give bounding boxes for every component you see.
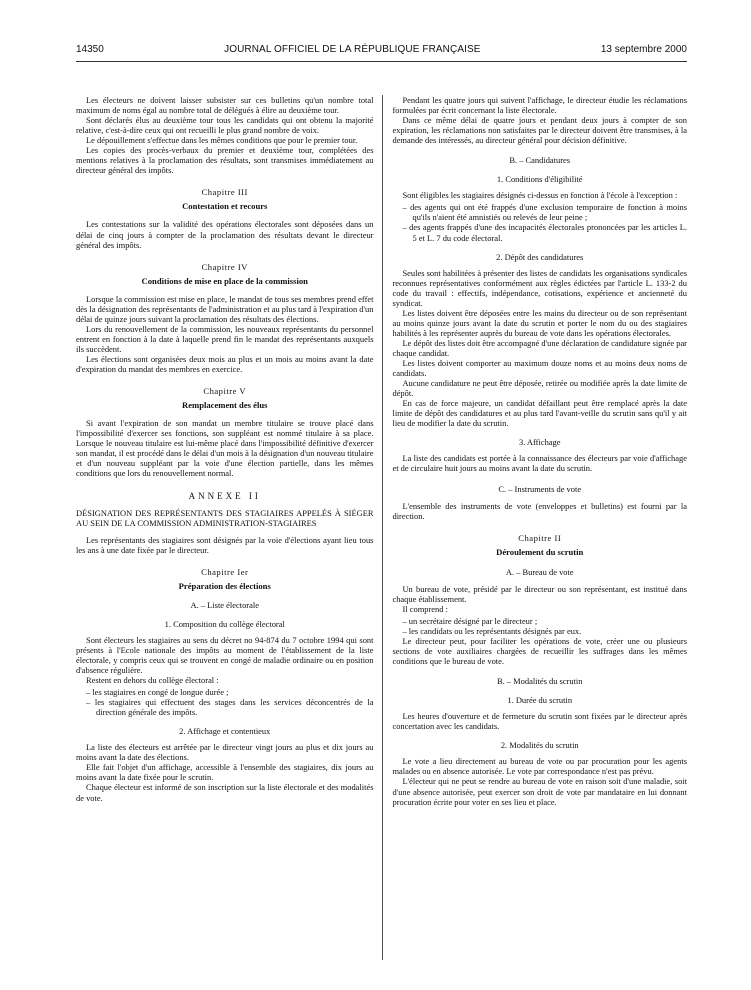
journal-title: JOURNAL OFFICIEL DE LA RÉPUBLIQUE FRANÇAISE	[224, 44, 481, 55]
paragraph: Les listes doivent être déposées entre les mains du directeur ou de son représentant au moins quinze jours avant la date du scrutin et porter le nom du ou des stagiaires habilités à les représenter auprès du bureau de vote dans les opérations électorales.	[392, 307, 687, 338]
subsection-heading: 1. Conditions d'éligibilité	[496, 174, 583, 185]
chapter-title: Conditions de mise en place de la commission	[141, 275, 308, 286]
paragraph: Les élections sont organisées deux mois au plus et un mois au moins avant la date d'expiration du mandat des membres en exercice.	[76, 353, 374, 375]
paragraph: L'électeur qui ne peut se rendre au bureau de vote en raison soit d'une maladie, soit d'une absence autorisée, peut exercer son droit de vote par mandataire en lui donnant procuration écrite pour voter en ses lieu et place.	[392, 776, 687, 807]
paragraph: Sont éligibles les stagiaires désignés ci-dessus en fonction à l'école à l'exception :	[402, 190, 678, 201]
list-item: – des agents frappés d'une des incapacités électorales prononcées par les articles L. 5 et L. 7 du code électoral.	[392, 222, 687, 242]
chapter-title: Déroulement du scrutin	[496, 546, 584, 557]
paragraph: Restent en dehors du collège électoral :	[86, 675, 219, 686]
subsection-heading: 3. Affichage	[518, 437, 561, 448]
paragraph: Le dépôt des listes doit être accompagné d'une déclaration de candidature signée par chaque candidat.	[392, 337, 687, 358]
paragraph: Les listes doivent comporter au maximum douze noms et au moins deux noms de candidats.	[392, 358, 687, 379]
text-columns	[76, 95, 687, 960]
exception-list	[392, 202, 687, 242]
section-heading: B. – Candidatures	[509, 155, 571, 166]
annex-heading: ANNEXE II	[188, 491, 261, 502]
paragraph: Les heures d'ouverture et de fermeture du scrutin sont fixées par le directeur après concertation avec les candidats.	[392, 711, 687, 732]
paragraph: Elle fait l'objet d'un affichage, accessible à l'ensemble des stagiaires, dix jours au moins avant la date fixée pour le scrutin.	[76, 762, 374, 783]
subsection-heading: 2. Modalités du scrutin	[500, 740, 579, 751]
subsection-heading: 2. Dépôt des candidatures	[496, 251, 584, 262]
paragraph: Aucune candidature ne peut être déposée, retirée ou modifiée après la date limite de dépôt.	[392, 378, 687, 399]
chapter-heading: Chapitre II	[518, 532, 562, 543]
column-divider	[382, 95, 383, 960]
paragraph: Le directeur peut, pour faciliter les opérations de vote, créer une ou plusieurs sections de vote auxiliaires chargées de recueillir les suffrages dans les mêmes conditions que le bureau de vote.	[392, 636, 687, 667]
paragraph: Sont déclarés élus au deuxième tour tous les candidats qui ont obtenu la majorité relative, c'est-à-dire ceux qui ont recueilli le plus grand nombre de voix.	[76, 115, 374, 136]
chapter-title: Contestation et recours	[182, 201, 268, 212]
subsection-heading: 2. Affichage et contentieux	[179, 726, 271, 737]
paragraph: L'ensemble des instruments de vote (enveloppes et bulletins) est fourni par la direction.	[392, 500, 687, 521]
paragraph: Chaque électeur est informé de son inscription sur la liste électorale et des modalités de vote.	[76, 782, 374, 803]
paragraph: Les copies des procès-verbaux du premier et deuxième tour, complétées des mentions relatives à la proclamation des résultats, sont transmises immédiatement au directeur général des impôts.	[76, 145, 374, 176]
chapter-title: Préparation des élections	[178, 580, 271, 591]
right-column	[392, 95, 687, 960]
chapter-heading: Chapitre V	[203, 386, 247, 397]
paragraph: Les contestations sur la validité des opérations électorales sont déposées dans un délai de cinq jours à compter de la proclamation des résultats devant le directeur général des impôts.	[76, 219, 374, 250]
paragraph: Le dépouillement s'effectue dans les mêmes conditions que pour le premier tour.	[86, 135, 358, 146]
composition-list	[392, 616, 687, 636]
paragraph: Lorsque la commission est mise en place, le mandat de tous ses membres prend effet dès la désignation des représentants de l'administration et au plus tard à l'expiration d'un délai de quinze jours suivant la proclamation des résultats des élections.	[76, 293, 374, 324]
subsection-heading: 1. Composition du collège électoral	[164, 618, 285, 629]
paragraph: La liste des électeurs est arrêtée par le directeur vingt jours au plus et dix jours au moins avant la date des élections.	[76, 742, 374, 763]
annex-designation: DÉSIGNATION DES REPRÉSENTANTS DES STAGIAIRES APPELÉS À SIÉGER AU SEIN DE LA COMMISSION ADMINISTRATION-STAGIAIRES	[76, 507, 374, 528]
paragraph: Un bureau de vote, présidé par le directeur ou son représentant, est institué dans chaque établissement.	[392, 583, 687, 604]
list-item: – un secrétaire désigné par le directeur ;	[392, 616, 687, 626]
paragraph: Les représentants des stagiaires sont désignés par la voie d'élections ayant lieu tous les ans à une date fixée par le directeur.	[76, 534, 374, 555]
paragraph: Les électeurs ne doivent laisser subsister sur ces bulletins qu'un nombre total maximum de noms égal au nombre total de délégués à élire au deuxième tour.	[76, 95, 374, 116]
section-heading: A. – Liste électorale	[190, 599, 259, 610]
list-item: – les candidats ou les représentants désignés par eux.	[392, 626, 687, 636]
paragraph: La liste des candidats est portée à la connaissance des électeurs par voie d'affichage et de circulaire huit jours au moins avant la date du scrutin.	[392, 453, 687, 474]
left-column	[76, 95, 373, 960]
paragraph: Le vote a lieu directement au bureau de vote ou par procuration pour les agents malades ou en absence autorisée. Le vote par correspondance n'est pas prévu.	[392, 756, 687, 777]
chapter-heading: Chapitre IV	[201, 261, 248, 272]
paragraph: Lors du renouvellement de la commission, les nouveaux représentants du personnel entrent en fonction à la date à laquelle prend fin le mandat des représentants auxquels ils succèdent.	[76, 323, 374, 354]
publication-date: 13 septembre 2000	[600, 44, 687, 55]
section-heading: A. – Bureau de vote	[505, 566, 574, 577]
chapter-heading: Chapitre Ier	[201, 566, 249, 577]
paragraph: En cas de force majeure, un candidat défaillant peut être remplacé après la date limite de dépôt des candidatures et au plus tard l'avant-veille du scrutin sans qu'il y ait lieu de modifier la date du scrutin.	[392, 398, 687, 429]
page-header	[76, 44, 687, 62]
page-number: 14350	[76, 44, 104, 55]
subsection-heading: 1. Durée du scrutin	[507, 695, 573, 706]
section-heading: B. – Modalités du scrutin	[496, 676, 583, 687]
paragraph: Il comprend :	[402, 603, 448, 614]
list-item: – les stagiaires en congé de longue durée ;	[76, 687, 373, 697]
paragraph: Sont électeurs les stagiaires au sens du décret no 94-874 du 7 octobre 1994 qui sont présents à l'Ecole nationale des impôts au moment de l'établissement de la liste électorale, y compris ceux qui se trouvent en congé de maladie ordinaire ou en position d'absence régulière.	[76, 634, 374, 676]
chapter-title: Remplacement des élus	[182, 400, 268, 411]
section-heading: C. – Instruments de vote	[498, 483, 582, 494]
paragraph: Pendant les quatre jours qui suivent l'affichage, le directeur étudie les réclamations formulées par écrit concernant la liste électorale.	[392, 95, 687, 116]
paragraph: Si avant l'expiration de son mandat un membre titulaire se trouve placé dans l'impossibilité d'exercer ses fonctions, son suppléant est nommé titulaire à sa place. Lorsque le nouveau titulaire est lui-même placé dans l'impossibilité définitive d'exercer son mandat, il est procédé dans le délai d'un mois à la désignation d'un nouveau titulaire et d'un nouveau suppléant par la voie d'une élection partielle, dans les mêmes conditions que lors du renouvellement normal.	[76, 418, 374, 479]
paragraph: Dans ce même délai de quatre jours et pendant deux jours à compter de son expiration, les réclamations non satisfaites par le directeur doivent être transmises, à la demande des intéressés, au directeur général pour décision définitive.	[392, 115, 687, 146]
chapter-heading: Chapitre III	[201, 187, 248, 198]
paragraph: Seules sont habilitées à présenter des listes de candidats les organisations syndicales reconnues représentatives conformément aux règles édictées par l'article L. 133-2 du code du travail : effectifs, indépendance, cotisations, expérience et ancienneté du syndicat.	[392, 267, 687, 308]
list-item: – des agents qui ont été frappés d'une exclusion temporaire de fonction à moins qu'ils n'aient été amnistiés ou relevés de leur peine ;	[392, 202, 687, 222]
list-item: – les stagiaires qui effectuent des stages dans les services déconcentrés de la direction générale des impôts.	[76, 697, 373, 717]
exclusion-list	[76, 687, 373, 717]
